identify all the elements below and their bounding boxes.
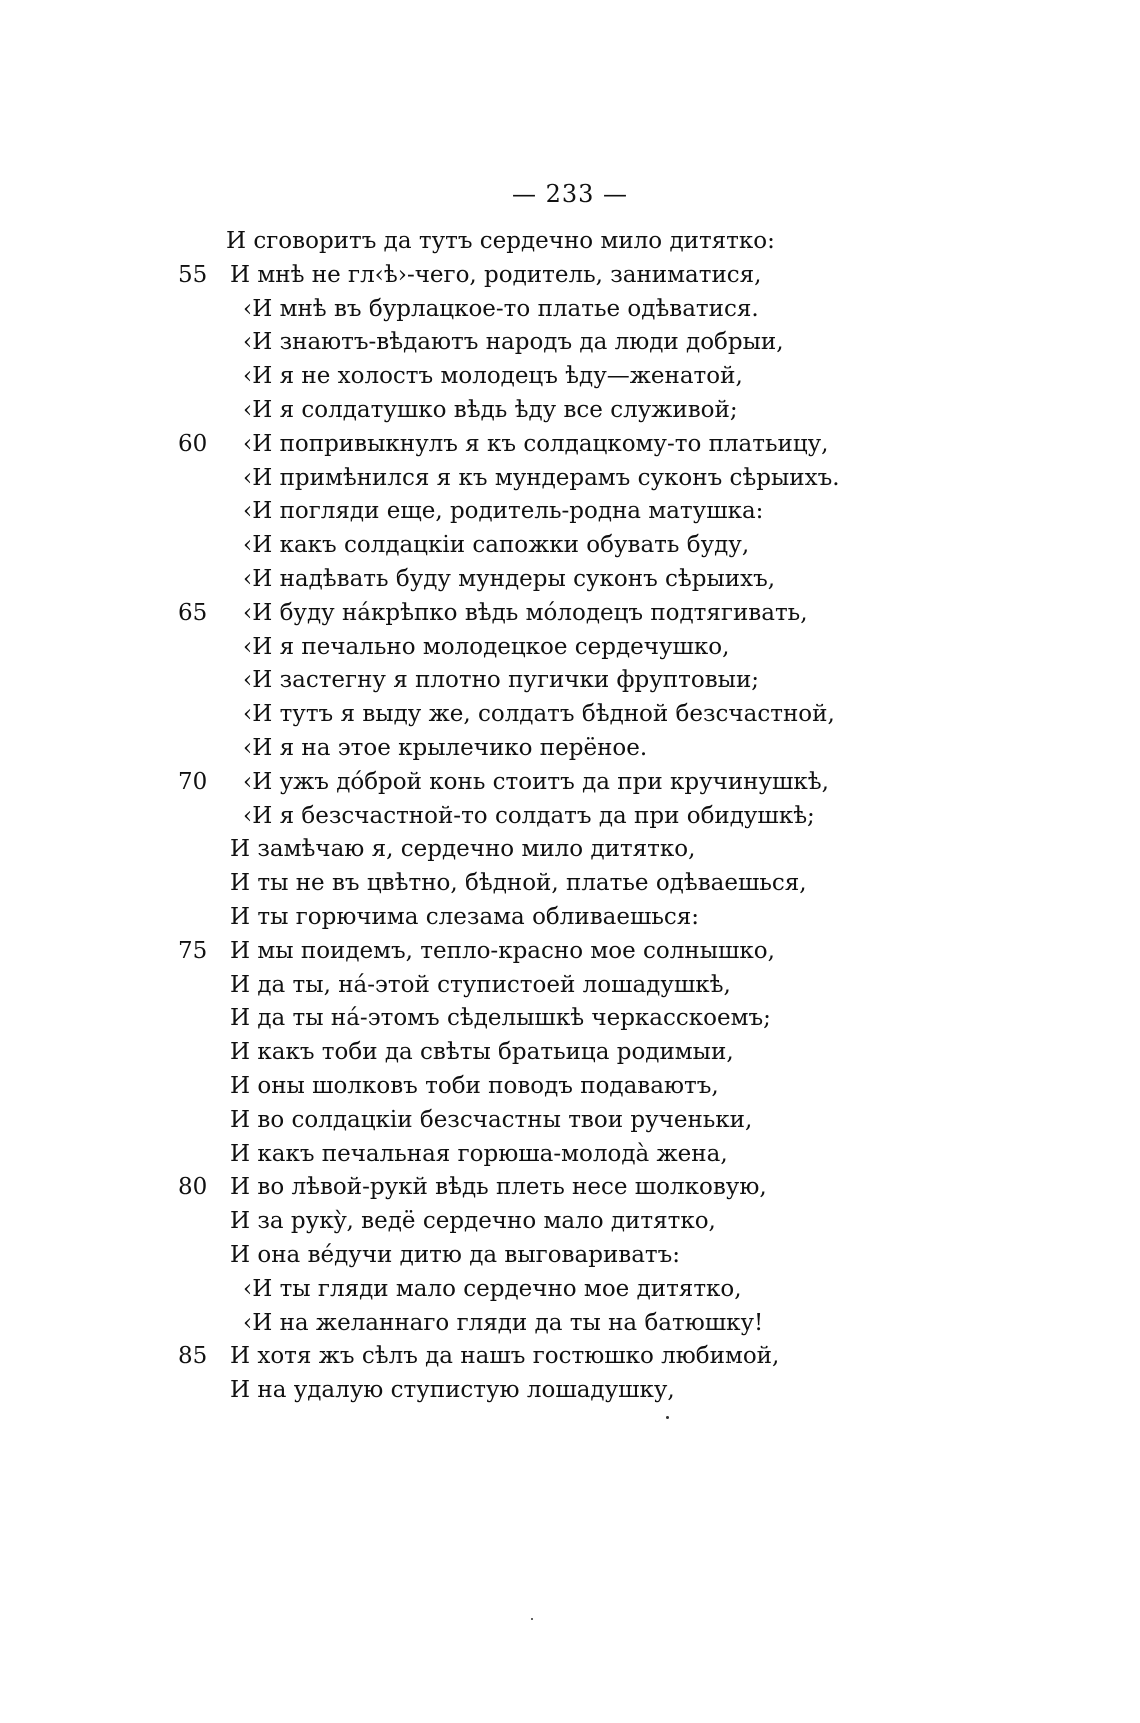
line-text: И мнѣ не гл‹ѣ›-чего, родитель, заниматися, — [230, 261, 762, 288]
line-text: ‹И какъ солдацкіи сапожки обувать буду, — [243, 532, 750, 559]
line-text: ‹И я безсчастной-то солдатъ да при обидушкѣ; — [243, 802, 815, 829]
page-number: — 233 — — [511, 180, 629, 208]
poem-line — [170, 394, 1070, 428]
line-text: ‹И надѣвать буду мундеры суконъ сѣрыихъ, — [243, 565, 776, 592]
poem-line — [170, 867, 1070, 901]
poem-line — [170, 326, 1070, 360]
line-text: И да ты, нá-этой ступистоей лошадушкѣ, — [230, 971, 731, 998]
poem-line — [170, 833, 1070, 867]
poem-line — [170, 1374, 1070, 1408]
line-text: ‹И мнѣ въ бурлацкое-то платье одѣватися. — [243, 295, 759, 322]
poem-line — [170, 1104, 1070, 1138]
line-text: И ты горючима слезама обливаешься: — [230, 903, 700, 930]
poem-line — [170, 495, 1070, 529]
poem-line — [170, 732, 1070, 766]
line-text: И замѣчаю я, сердечно мило дитятко, — [230, 836, 696, 863]
poem-line — [170, 1138, 1070, 1172]
line-number: 60 — [178, 430, 208, 457]
line-text: И какъ тоби да свѣты братьица родимыи, — [230, 1039, 734, 1066]
line-number: 80 — [178, 1174, 208, 1201]
poem-line — [170, 901, 1070, 935]
line-number: 75 — [178, 937, 208, 964]
poem-line — [170, 293, 1070, 327]
line-text: И ты не въ цвѣтно, бѣдной, платье одѣваешься, — [230, 870, 807, 897]
line-text: ‹И ты гляди мало сердечно мое дитятко, — [243, 1275, 742, 1302]
poem-line — [170, 1171, 1070, 1205]
poem-line — [170, 1002, 1070, 1036]
poem-line — [170, 563, 1070, 597]
line-number: 70 — [178, 768, 208, 795]
poem-line — [170, 766, 1070, 800]
line-number: 65 — [178, 599, 208, 626]
line-text: И да ты нá-этомъ сѣделышкѣ черкасскоемъ; — [230, 1005, 771, 1032]
line-text: ‹И знаютъ-вѣдаютъ народъ да люди добрыи, — [243, 329, 784, 356]
poem-line — [170, 1205, 1070, 1239]
ink-speck — [531, 1618, 533, 1620]
line-text: ‹И застегну я плотно пугички фруптовыи; — [243, 667, 760, 694]
poem-line — [170, 1036, 1070, 1070]
line-text: И хотя жъ сѣлъ да нашъ гостюшко любимой, — [230, 1343, 780, 1370]
line-number: 55 — [178, 261, 208, 288]
line-text: И на удалую ступистую лошадушку, — [230, 1377, 675, 1404]
poem-line — [170, 360, 1070, 394]
poem-line — [170, 631, 1070, 665]
ink-speck — [666, 1416, 669, 1419]
line-text: ‹И примѣнился я къ мундерамъ суконъ сѣрыихъ. — [243, 464, 840, 491]
line-text: ‹И буду нáкрѣпко вѣдь мóлодецъ подтягивать, — [243, 599, 808, 626]
poem-line — [170, 1239, 1070, 1273]
poem-line — [170, 225, 1070, 259]
line-text: И во солдацкіи безсчастны твои рученьки, — [230, 1106, 753, 1133]
line-text: И за рукỳ, ведё сердечно мало дитятко, — [230, 1208, 716, 1235]
line-number: 85 — [178, 1343, 208, 1370]
line-text: И во лѣвой-рукй вѣдь плеть несе шолковую, — [230, 1174, 767, 1201]
line-text: ‹И тутъ я выду же, солдатъ бѣдной безсчастной, — [243, 701, 835, 728]
line-text: И она вéдучи дитю да выговариватъ: — [230, 1241, 681, 1268]
line-text: И мы поидемъ, тепло-красно мое солнышко, — [230, 937, 775, 964]
poem-line — [170, 1340, 1070, 1374]
line-text: И какъ печальная горюша-молодà жена, — [230, 1140, 728, 1167]
line-text: И сговоритъ да тутъ сердечно мило дитятко: — [226, 228, 775, 254]
poem-line — [170, 529, 1070, 563]
line-text: ‹И я на этое крылечико перёное. — [243, 734, 648, 761]
line-text: ‹И на желаннаго гляди да ты на батюшку! — [243, 1309, 764, 1336]
line-text: ‹И попривыкнулъ я къ солдацкому-то платьицу, — [243, 430, 829, 457]
line-text: ‹И я не холостъ молодецъ ѣду—женатой, — [243, 363, 743, 390]
line-text: ‹И ужъ дóброй конь стоитъ да при кручинушкѣ, — [243, 768, 829, 795]
poem-body — [170, 225, 1070, 1408]
poem-line — [170, 428, 1070, 462]
poem-line — [170, 259, 1070, 293]
poem-line — [170, 935, 1070, 969]
poem-line — [170, 1307, 1070, 1341]
poem-line — [170, 1273, 1070, 1307]
poem-line — [170, 664, 1070, 698]
poem-line — [170, 698, 1070, 732]
line-text: И оны шолковъ тоби поводъ подаваютъ, — [230, 1072, 719, 1099]
poem-line — [170, 800, 1070, 834]
line-text: ‹И я солдатушко вѣдь ѣду все служивой; — [243, 396, 738, 423]
line-text: ‹И я печально молодецкое сердечушко, — [243, 633, 730, 660]
line-text: ‹И погляди еще, родитель-родна матушка: — [243, 498, 764, 525]
poem-line — [170, 462, 1070, 496]
poem-line — [170, 1070, 1070, 1104]
poem-line — [170, 969, 1070, 1003]
poem-line — [170, 597, 1070, 631]
